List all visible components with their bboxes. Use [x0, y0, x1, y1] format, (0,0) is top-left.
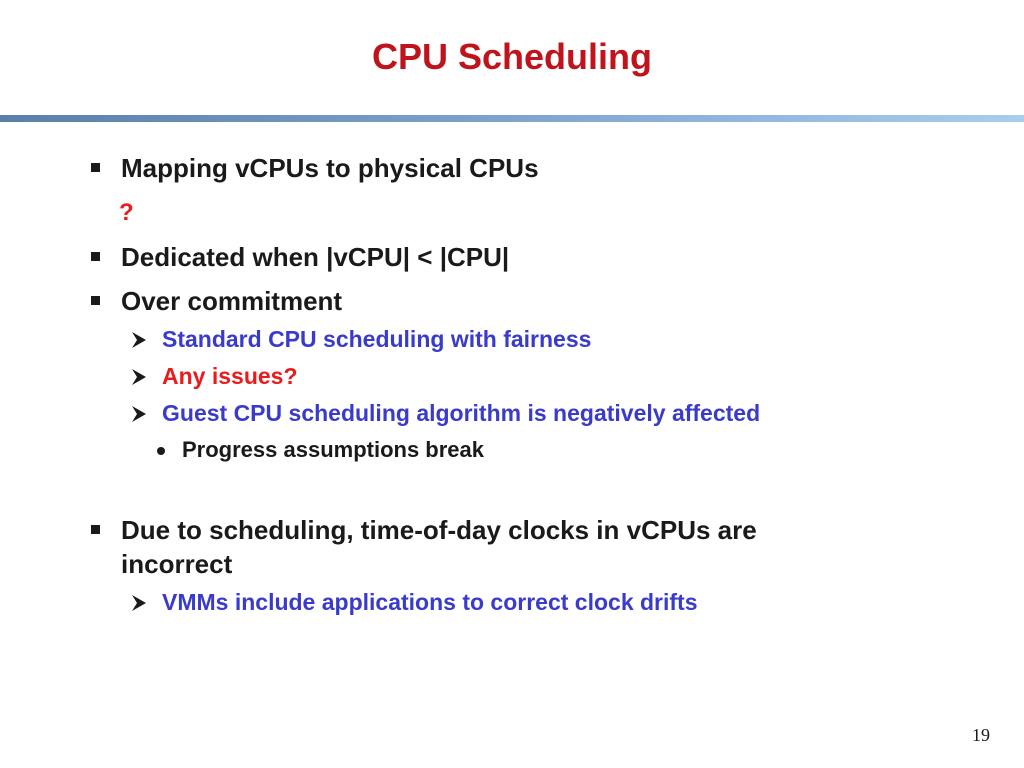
sub-sub-bullet-progress: Progress assumptions break: [182, 437, 485, 462]
sub-bullet-any-issues: Any issues?: [162, 363, 298, 389]
arrow-bullet-icon: [130, 368, 148, 386]
sub-bullet-guest-scheduling: Guest CPU scheduling algorithm is negatively affected: [162, 400, 761, 426]
square-bullet-icon: [91, 163, 100, 172]
bullet-time-of-day-line2: incorrect: [121, 549, 233, 579]
arrow-bullet-icon: [130, 331, 148, 349]
square-bullet-icon: [91, 296, 100, 305]
square-bullet-icon: [91, 252, 100, 261]
page-number: 19: [972, 725, 990, 745]
bullet-over-commitment: Over commitment: [121, 286, 343, 316]
arrow-bullet-icon: [130, 405, 148, 423]
square-bullet-icon: [91, 525, 100, 534]
dot-bullet-icon: [157, 447, 165, 455]
sub-bullet-vmms-clock: VMMs include applications to correct clock drifts: [162, 589, 698, 615]
sub-bullet-standard-scheduling: Standard CPU scheduling with fairness: [162, 326, 592, 352]
arrow-bullet-icon: [130, 594, 148, 612]
question-mark: ?: [119, 199, 134, 226]
bullet-mapping-vcpus: Mapping vCPUs to physical CPUs: [121, 153, 539, 183]
bullet-time-of-day-line1: Due to scheduling, time-of-day clocks in vCPUs are: [121, 515, 757, 545]
bullet-dedicated: Dedicated when |vCPU| < |CPU|: [121, 242, 510, 272]
slide-title: CPU Scheduling: [371, 36, 653, 77]
